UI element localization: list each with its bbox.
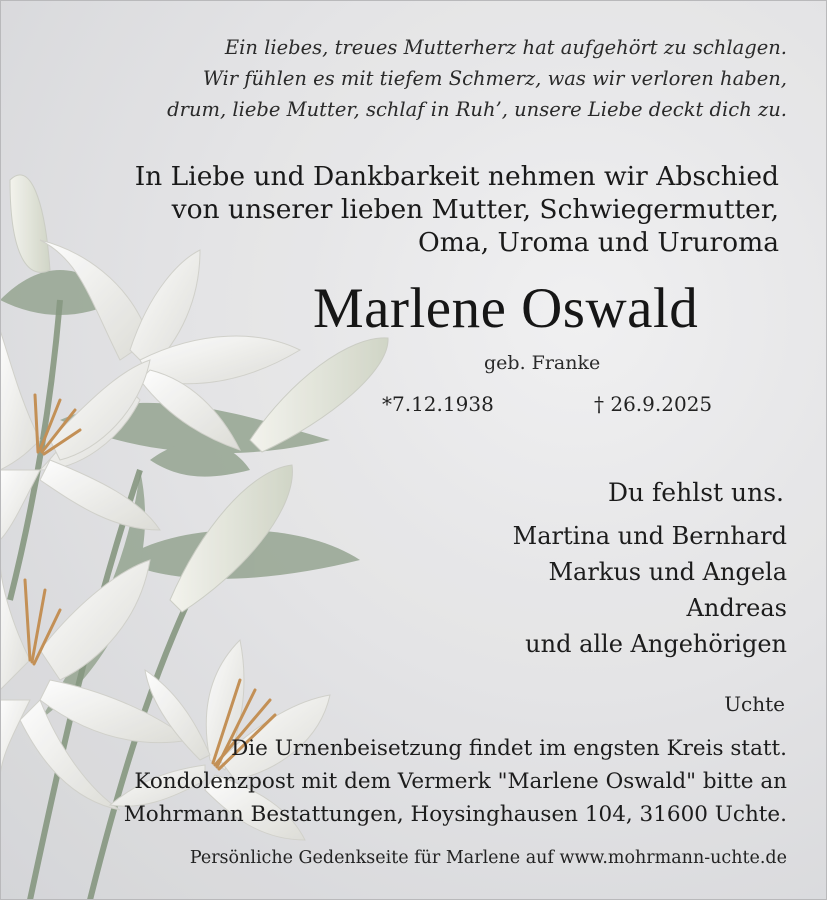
notice-line: Die Urnenbeisetzung findet im engsten Kreis statt.: [231, 736, 787, 761]
farewell-intro: [135, 160, 779, 259]
mourners-heading: Du fehlst uns.: [607, 478, 784, 507]
notice-line: Kondolenzpost mit dem Vermerk "Marlene Oswald" bitte an: [134, 769, 787, 794]
mourner-line: Martina und Bernhard: [512, 522, 787, 550]
poem-block: [167, 32, 787, 125]
mourners-list: [513, 518, 787, 662]
intro-line: In Liebe und Dankbarkeit nehmen wir Abschied: [134, 161, 779, 192]
burial-notice: [124, 732, 787, 831]
birth-date: *7.12.1938: [382, 392, 494, 416]
place-name: Uchte: [724, 692, 785, 716]
poem-line: Ein liebes, treues Mutterherz hat aufgehört zu schlagen.: [224, 36, 787, 59]
mourner-line: Andreas: [686, 594, 787, 622]
poem-line: Wir fühlen es mit tiefem Schmerz, was wir verloren haben,: [202, 67, 787, 90]
death-date: † 26.9.2025: [594, 392, 713, 416]
intro-line: von unserer lieben Mutter, Schwiegermutter,: [171, 194, 779, 225]
poem-line: drum, liebe Mutter, schlaf in Ruh’, unsere Liebe deckt dich zu.: [167, 98, 787, 121]
memorial-page-link[interactable]: Persönliche Gedenkseite für Marlene auf www.mohrmann-uchte.de: [189, 848, 787, 868]
notice-line: Mohrmann Bestattungen, Hoysinghausen 104, 31600 Uchte.: [123, 802, 787, 827]
mourner-line: und alle Angehörigen: [525, 630, 787, 658]
deceased-name: Marlene Oswald: [313, 277, 699, 340]
maiden-name: geb. Franke: [484, 352, 601, 374]
intro-line: Oma, Uroma und Ururoma: [418, 227, 779, 258]
mourner-line: Markus und Angela: [548, 558, 787, 586]
